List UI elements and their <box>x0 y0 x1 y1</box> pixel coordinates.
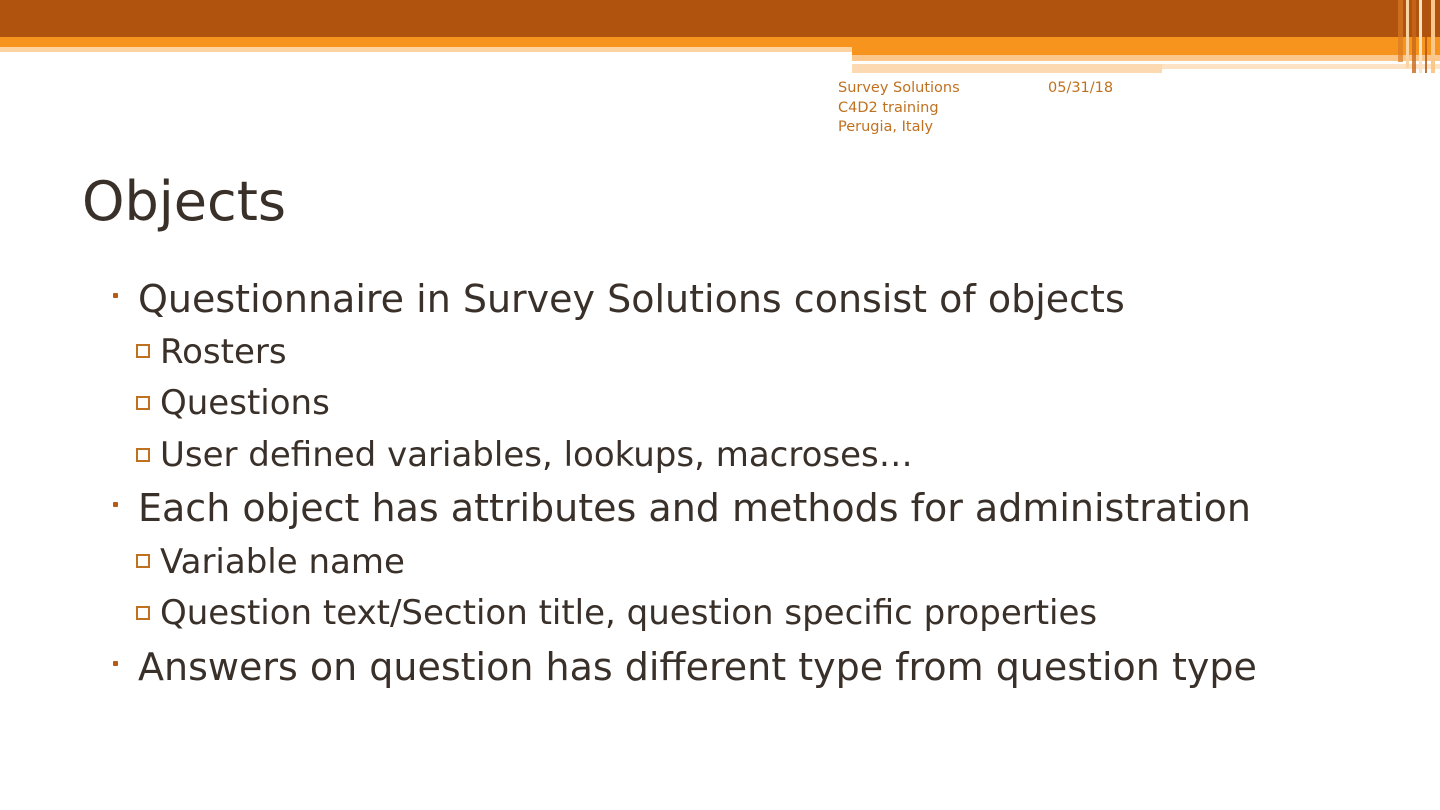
list-item: Each object has attributes and methods for administration <box>138 486 1251 530</box>
bullet-square-icon <box>136 606 150 620</box>
list-item: Questionnaire in Survey Solutions consist of objects <box>138 277 1125 321</box>
list-item: Answers on question has different type from question type <box>138 645 1257 689</box>
list-item: Variable name <box>160 542 405 582</box>
header-band-light-left <box>0 47 852 52</box>
header-org-line1: Survey Solutions <box>838 80 960 96</box>
header-org-line2: C4D2 training <box>838 99 939 116</box>
bullet-dot-icon <box>113 502 118 507</box>
decor-stripe <box>1419 0 1422 73</box>
header-band-orange-right <box>852 47 1440 55</box>
header-band-dark <box>0 0 1440 37</box>
decor-stripe <box>1398 0 1403 62</box>
list-item: Questions <box>160 383 330 423</box>
slide-title: Objects <box>82 170 287 233</box>
decor-stripe <box>1406 0 1409 68</box>
header-date: 05/31/18 <box>1048 80 1114 96</box>
list-item: Rosters <box>160 332 287 372</box>
bullet-square-icon <box>136 396 150 410</box>
bullet-square-icon <box>136 448 150 462</box>
list-item: Question text/Section title, question specific properties <box>160 593 1098 633</box>
decor-stripe <box>1431 0 1435 73</box>
header-band-orange <box>0 37 1440 47</box>
bullet-dot-icon <box>113 293 118 298</box>
bullet-square-icon <box>136 554 150 568</box>
decor-stripe <box>1425 0 1427 73</box>
header-org-line3: Perugia, Italy <box>838 119 934 135</box>
header-info <box>838 79 960 138</box>
decor-stripe <box>1412 0 1416 73</box>
header-band-pale-strip-right <box>1162 64 1440 69</box>
list-item: User defined variables, lookups, macroses… <box>160 435 913 475</box>
bullet-square-icon <box>136 344 150 358</box>
header-band-pale-strip <box>852 64 1162 73</box>
bullet-dot-icon <box>113 661 118 666</box>
